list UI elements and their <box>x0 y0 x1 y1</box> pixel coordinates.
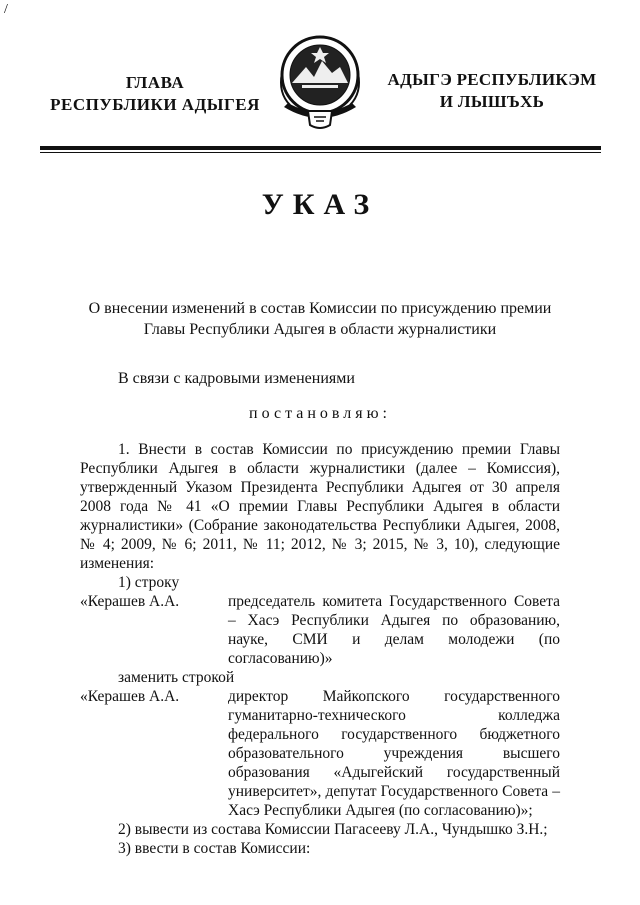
item-1: 1) строку <box>118 574 180 591</box>
header-left-line2: РЕСПУБЛИКИ АДЫГЕЯ <box>50 95 260 114</box>
intro-text: В связи с кадровыми изменениями <box>118 370 355 387</box>
item-3: 3) ввести в состав Комиссии: <box>118 840 311 857</box>
document-body <box>80 440 560 858</box>
header-right-line2: И ЛЫШЪХЬ <box>439 92 545 111</box>
header-right-line1: АДЫГЭ РЕСПУБЛИКЭМ <box>387 70 597 89</box>
document-title: УКАЗ <box>261 188 379 221</box>
coat-of-arms-icon <box>272 33 368 137</box>
header-divider-thin <box>40 152 601 153</box>
document-subject <box>80 298 560 340</box>
entry-old-role: председатель комитета Государственного Совета – Хасэ Республики Адыгея по образованию, науке, СМИ и делам молодежи (по согласованию)» <box>228 593 560 667</box>
entry-new-name: «Керашев А.А. <box>80 688 180 705</box>
header-left-line1: ГЛАВА <box>125 73 185 92</box>
item-2: 2) вывести из состава Комиссии Пагасееву Л.А., Чундышко З.Н.; <box>118 821 548 838</box>
entry-old-name: «Керашев А.А. <box>80 593 180 610</box>
subject-line2: Главы Республики Адыгея в области журналистики <box>143 321 497 338</box>
entry-new-role: директор Майкопского государственного гуманитарно-технического колледжа федерального государственного бюджетного образовательного учреждения высшего образования «Адыгейский государственный университет», депутат Государственного Совета – Хасэ Республики Адыгея (по согласованию)»; <box>228 688 560 819</box>
replace-with: заменить строкой <box>118 669 235 686</box>
corner-mark: / <box>4 2 8 17</box>
header-right-title <box>382 69 602 113</box>
decree-word: постановляю: <box>249 405 391 422</box>
header-divider-thick <box>40 146 601 150</box>
header-left-title <box>40 72 270 116</box>
subject-line1: О внесении изменений в состав Комиссии по присуждению премии <box>88 300 552 317</box>
paragraph-1: 1. Внести в состав Комиссии по присуждению премии Главы Республики Адыгея в области журналистики (далее – Комиссия), утвержденный Указом Президента Республики Адыгея от 30 апреля 2008 года № 41 «О премии Главы Республики Адыгея в области журналистики» (Собрание законодательства Республики Адыгея, 2008, № 4; 2009, № 6; 2011, № 11; 2012, № 3; 2015, № 3, 10), следующие изменения: <box>80 441 560 572</box>
entry-new <box>80 687 560 820</box>
entry-old <box>80 592 560 668</box>
